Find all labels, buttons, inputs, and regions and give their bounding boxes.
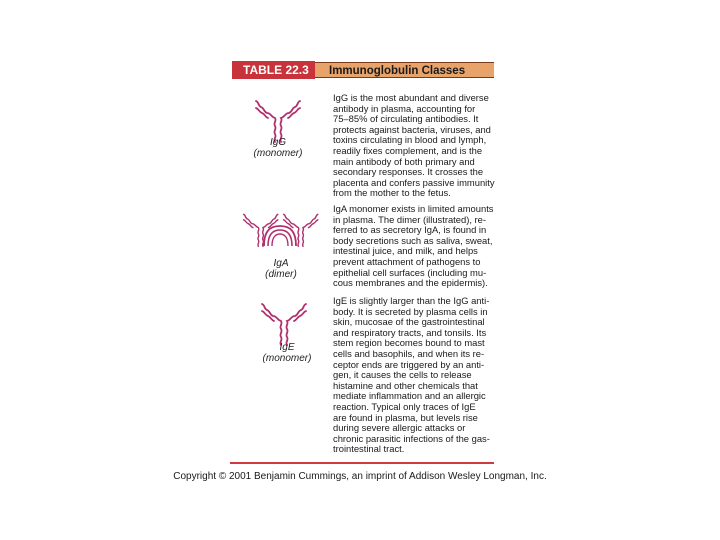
table-number-label: TABLE 22.3 xyxy=(232,61,315,79)
description-line: histamine and other chemicals that xyxy=(333,379,478,391)
description-line: gen, it causes the cells to release xyxy=(333,369,472,381)
antibody-form: (dimer) xyxy=(265,269,297,280)
row-description xyxy=(333,296,513,455)
description-line: ceptor ends are triggered by an anti- xyxy=(333,358,485,370)
antibody-name: IgG xyxy=(269,137,287,148)
row-caption xyxy=(232,137,324,159)
description-line: 75–85% of circulating antibodies. It xyxy=(333,113,479,125)
description-line: ferred to as secretory IgA, is found in xyxy=(333,224,487,236)
description-line: trointestinal tract. xyxy=(333,443,405,455)
row-description xyxy=(333,93,513,199)
description-line: cous membranes and the epidermis). xyxy=(333,277,488,289)
description-line: reaction. Typical only traces of IgE xyxy=(333,400,476,412)
description-line: are found in plasma, but levels rise xyxy=(333,411,478,423)
row-caption xyxy=(232,258,330,280)
description-line: toxins circulating in blood and lymph, xyxy=(333,134,487,146)
description-line: epithelial cell surfaces (including mu- xyxy=(333,266,487,278)
description-line: cells and basophils, and when its re- xyxy=(333,347,485,359)
description-line: placenta and confers passive immunity xyxy=(333,176,495,188)
description-line: protects against bacteria, viruses, and xyxy=(333,123,491,135)
description-line: IgE is slightly larger than the IgG anti- xyxy=(333,295,490,306)
description-line: mediate inflammation and an allergic xyxy=(333,390,486,402)
table-row-ige xyxy=(232,297,494,457)
antibody-name: IgA xyxy=(273,258,289,269)
description-line: in plasma. The dimer (illustrated), re- xyxy=(333,213,487,225)
description-line: skin, mucosae of the gastrointestinal xyxy=(333,316,485,328)
description-line: chronic parasitic infections of the gas- xyxy=(333,432,490,444)
antibody-name: IgE xyxy=(279,342,295,353)
description-line: intestinal juice, and milk, and helps xyxy=(333,245,478,257)
description-line: prevent attachment of pathogens to xyxy=(333,255,481,267)
description-line: and respiratory tracts, and tonsils. Its xyxy=(333,326,487,338)
description-line: from the mother to the fetus. xyxy=(333,187,451,199)
description-line: main antibody of both primary and xyxy=(333,155,475,167)
table-title: Immunoglobulin Classes xyxy=(315,62,494,78)
table-bottom-rule xyxy=(230,462,494,464)
table-header xyxy=(232,61,494,79)
description-line: readily fixes complement, and is the xyxy=(333,144,483,156)
copyright-notice: Copyright © 2001 Benjamin Cummings, an imprint of Addison Wesley Longman, Inc. xyxy=(173,471,547,482)
ige-monomer-icon xyxy=(260,301,310,347)
description-line: during severe allergic attacks or xyxy=(333,422,466,434)
table-row-igg xyxy=(232,94,494,199)
description-line: IgA monomer exists in limited amounts xyxy=(333,203,494,214)
antibody-form: (monomer) xyxy=(262,353,312,364)
description-line: stem region becomes bound to mast xyxy=(333,337,485,349)
row-caption xyxy=(238,342,336,364)
table-row-iga xyxy=(232,205,494,291)
description-line: secondary responses. It crosses the xyxy=(333,166,484,178)
antibody-form: (monomer) xyxy=(253,148,303,159)
row-description xyxy=(333,204,513,289)
iga-dimer-icon xyxy=(242,210,320,256)
description-line: IgG is the most abundant and diverse xyxy=(333,92,489,103)
description-line: body. It is secreted by plasma cells in xyxy=(333,305,488,317)
description-line: body secretions such as saliva, sweat, xyxy=(333,234,493,246)
description-line: antibody in plasma, accounting for xyxy=(333,102,476,114)
